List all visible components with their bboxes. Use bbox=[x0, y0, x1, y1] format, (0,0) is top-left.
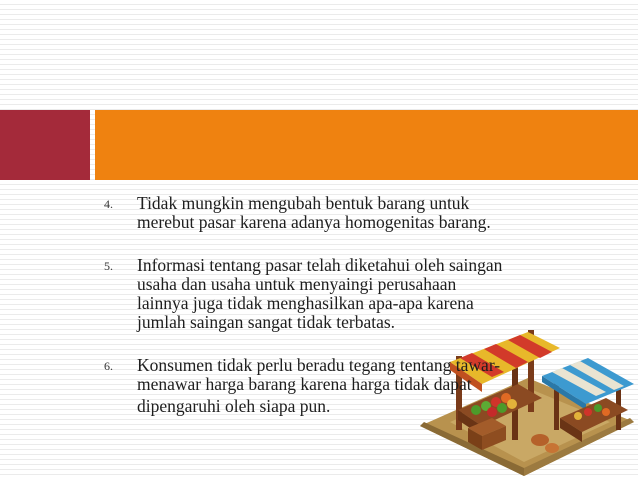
list-item-number: 4. bbox=[104, 197, 113, 211]
text-line: Informasi tentang pasar telah diketahui oleh saingan bbox=[137, 255, 503, 275]
text-line: Konsumen tidak perlu beradu tegang tentang tawar- bbox=[137, 355, 501, 375]
text-line: Tidak mungkin mengubah bentuk barang untuk bbox=[137, 193, 470, 213]
text-line: menawar harga barang karena harga tidak dapat bbox=[137, 374, 472, 394]
list-item-number: 6. bbox=[104, 359, 113, 373]
text-line: jumlah saingan sangat tidak terbatas. bbox=[137, 312, 396, 332]
text-line: usaha dan usaha untuk menyaingi perusahaan bbox=[137, 274, 457, 294]
text-line: lainnya juga tidak menghasilkan apa-apa karena bbox=[137, 293, 474, 313]
list-item-text bbox=[137, 194, 607, 232]
list-item-text bbox=[137, 256, 607, 332]
text-line: merebut pasar karena adanya homogenitas barang. bbox=[137, 212, 491, 232]
list-item-number: 5. bbox=[104, 259, 113, 273]
list-item-text bbox=[137, 356, 607, 416]
text-line: dipengaruhi oleh siapa pun. bbox=[137, 396, 331, 416]
